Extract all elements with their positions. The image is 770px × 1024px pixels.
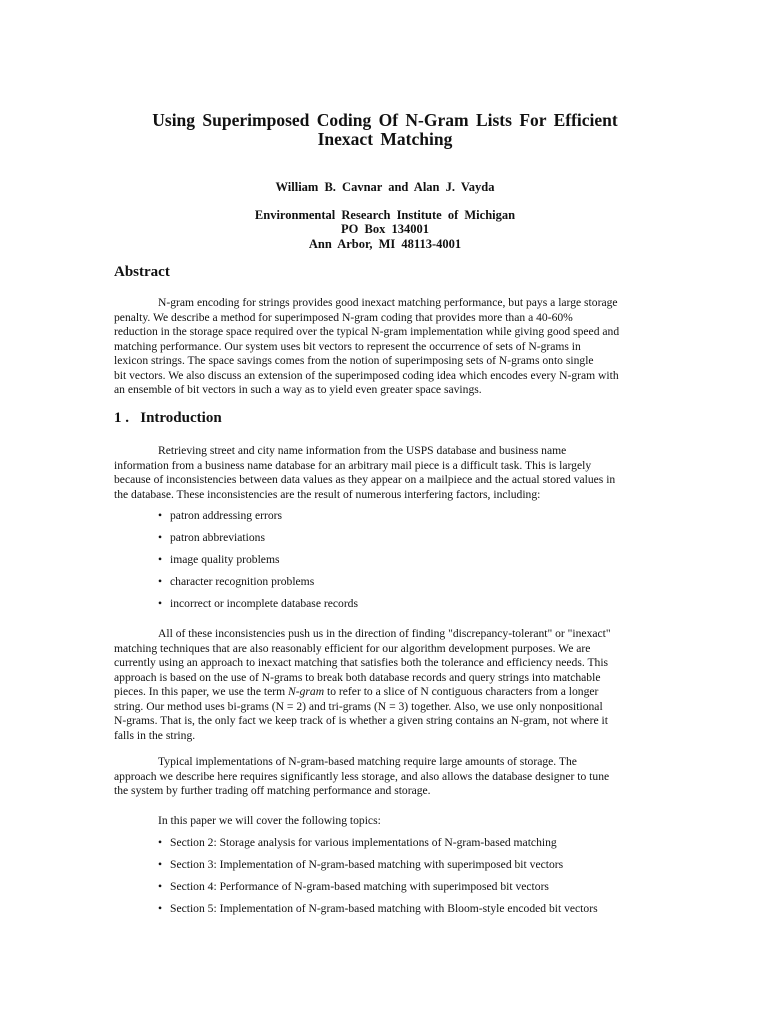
affiliation-line: Environmental Research Institute of Michigan [254, 208, 516, 222]
abstract-paragraph [114, 296, 659, 398]
list-item-text: Section 2: Storage analysis for various implementations of N-gram-based matching [170, 836, 557, 849]
text-line: string. Our method uses bi-grams (N = 2) and tri-grams (N = 3) together. Also, we use only nonpositional [114, 699, 603, 713]
abstract-heading: Abstract [114, 264, 170, 280]
bullet-icon: • [158, 575, 163, 588]
affiliation-block [0, 208, 770, 251]
list-item [158, 597, 358, 619]
bullet-icon: • [158, 531, 163, 544]
bullet-icon: • [158, 902, 163, 915]
text-line: reduction in the storage space required over the typical N-gram implementation while giving good speed and [114, 325, 620, 338]
text-line: N-gram encoding for strings provides good inexact matching performance, but pays a large storage [158, 296, 618, 309]
text-segment: pieces. In this paper, we use the term [114, 685, 289, 698]
list-item [158, 553, 358, 575]
list-item-text: patron abbreviations [170, 531, 265, 544]
list-item-text: character recognition problems [170, 575, 315, 588]
list-item [158, 509, 358, 531]
text-line: the database. These inconsistencies are the result of numerous interfering factors, including: [114, 487, 541, 501]
list-item-text: Section 5: Implementation of N-gram-based matching with Bloom-style encoded bit vectors [170, 902, 598, 915]
title-line-2: Inexact Matching [317, 129, 453, 149]
intro-paragraph-2 [114, 627, 659, 743]
italic-term: N-gram [288, 685, 325, 698]
affiliation-line: PO Box 134001 [341, 222, 429, 237]
intro-paragraph-4 [114, 814, 659, 829]
text-line: currently using an approach to inexact matching that satisfies both the tolerance and efficiency needs. This [114, 656, 609, 669]
text-line: because of inconsistencies between data values as they appear on a mailpiece and the actual stored values in [114, 473, 616, 486]
intro-paragraph-1 [114, 444, 659, 502]
intro-paragraph-3 [114, 755, 659, 799]
text-line: N-grams. That is, the only fact we keep track of is whether a given string contains an N-gram, not where it [114, 714, 608, 727]
text-line: bit vectors. We also discuss an extension of the superimposed coding idea which encodes every N-gram with [114, 368, 619, 382]
text-line: lexicon strings. The space savings comes from the notion of superimposing sets of N-grams onto single [114, 354, 594, 367]
author-list: William B. Cavnar and Alan J. Vayda [275, 180, 495, 194]
bullet-icon: • [158, 836, 163, 849]
bullet-icon: • [158, 509, 163, 522]
list-item [158, 858, 598, 880]
text-segment: to refer to a slice of N contiguous characters from a longer [324, 685, 599, 698]
list-item [158, 836, 598, 858]
list-item-text: Section 4: Performance of N-gram-based matching with superimposed bit vectors [170, 880, 549, 893]
section-heading-introduction: 1 . Introduction [114, 410, 222, 426]
factor-list [158, 509, 358, 619]
list-item-text: image quality problems [170, 553, 280, 566]
list-item-text: patron addressing errors [170, 509, 283, 522]
text-line: matching performance. Our system uses bit vectors to represent the occurrence of sets of N-grams in [114, 339, 581, 353]
text-line: the system by further trading off matching performance and storage. [114, 784, 431, 797]
text-line: an ensemble of bit vectors in such a way as to yield even greater space savings. [114, 383, 482, 396]
text-line: falls in the string. [114, 728, 196, 742]
text-line: approach we describe here requires significantly less storage, and also allows the database designer to tune [114, 769, 610, 783]
text-line: matching techniques that are also reasonably efficient for our algorithm development purposes. We are [114, 641, 591, 655]
bullet-icon: • [158, 597, 163, 610]
topic-list [158, 836, 598, 924]
title-line-1: Using Superimposed Coding Of N-Gram Lists For Efficient [152, 110, 618, 130]
list-item [158, 902, 598, 924]
text-line: approach is based on the use of N-grams to break both database records and query strings into matchable [114, 670, 601, 684]
list-item-text: Section 3: Implementation of N-gram-based matching with superimposed bit vectors [170, 858, 564, 871]
bullet-icon: • [158, 553, 163, 566]
text-line: In this paper we will cover the following topics: [158, 814, 381, 827]
list-item [158, 575, 358, 597]
bullet-icon: • [158, 880, 163, 893]
text-line: information from a business name database for an arbitrary mail piece is a difficult task. This is largely [114, 458, 592, 472]
text-line: Typical implementations of N-gram-based matching require large amounts of storage. The [158, 755, 577, 768]
text-line [114, 685, 659, 700]
list-item [158, 531, 358, 553]
text-line: Retrieving street and city name information from the USPS database and business name [158, 444, 567, 457]
list-item [158, 880, 598, 902]
text-line: All of these inconsistencies push us in the direction of finding "discrepancy-tolerant" or "inexact" [158, 627, 611, 640]
bullet-icon: • [158, 858, 163, 871]
affiliation-line: Ann Arbor, MI 48113-4001 [308, 236, 462, 251]
paper-title [100, 111, 670, 149]
text-line: penalty. We describe a method for superimposed N-gram coding that provides more than a 40-60% [114, 310, 573, 324]
list-item-text: incorrect or incomplete database records [170, 597, 358, 610]
